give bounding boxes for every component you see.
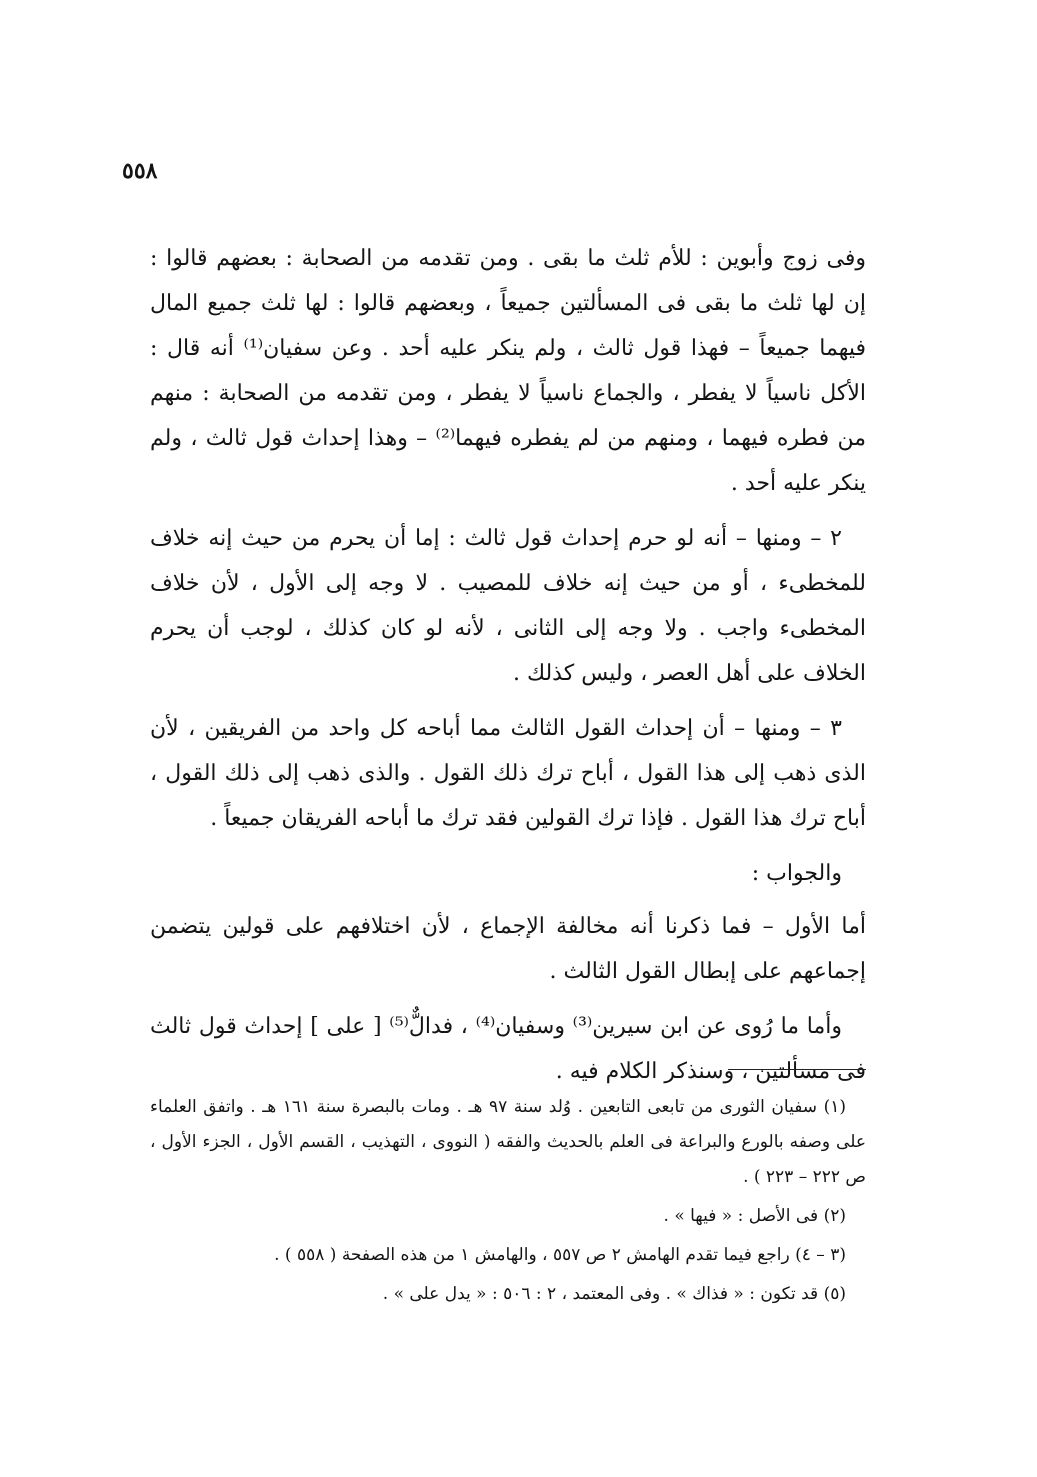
paragraph-4: أما الأول – فما ذكرنا أنه مخالفة الإجماع ، لأن اختلافهم على قولين يتضمن إجماعهم على إبطال القول الثالث .	[150, 914, 866, 984]
paragraph-2: ٢ – ومنها – أنه لو حرم إحداث قول ثالث : إما أن يحرم من حيث إنه خلاف للمخطىء ، أو من حيث إنه خلاف للمصيب . لا وجه إلى الأول ، لأن خلاف المخطىء واجب . ولا وجه إلى الثانى ، لأنه لو كان كذلك ، لوجب أن يحرم الخلاف على أهل العصر ، وليس كذلك .	[150, 526, 866, 686]
paragraph-1: وفى زوج وأبوين : للأم ثلث ما بقى . ومن تقدمه من الصحابة : بعضهم قالوا : إن لها ثلث ما بقى فى المسألتين جميعاً ، وبعضهم قالوا : لها ثلث جميع المال فيهما جميعاً – فهذا قول ثالث ، ولم ينكر عليه أحد . وعن سفيان⁽¹⁾ أنه قال : الأكل ناسياً لا يفطر ، والجماع ناسياً لا يفطر ، ومن تقدمه من الصحابة : منهم من فطره فيهما ، ومنهم من لم يفطره فيهما⁽²⁾ – وهذا إحداث قول ثالث ، ولم ينكر عليه أحد .	[150, 246, 866, 496]
footnote-1: (١) سفيان الثورى من تابعى التابعين . وُلد سنة ٩٧ هـ . ومات بالبصرة سنة ١٦١ هـ . واتفق العلماء على وصفه بالورع والبراعة فى العلم بالحديث والفقه ( النووى ، التهذيب ، القسم الأول ، الجزء الأول ، ص ٢٢٢ – ٢٢٣ ) .	[150, 1097, 866, 1187]
footnote-3-4: (٣ – ٤) راجع فيما تقدم الهامش ٢ ص ٥٥٧ ، والهامش ١ من هذه الصفحة ( ٥٥٨ ) .	[274, 1245, 846, 1265]
paragraph-5: وأما ما رُوى عن ابن سيرين⁽³⁾ وسفيان⁽⁴⁾ ، فدالٌّ⁽⁵⁾ [ على ] إحداث قول ثالث فى مسألتين ، وسنذكر الكلام فيه .	[150, 1014, 866, 1084]
footnote-5: (٥) قد تكون : « فذاك » . وفى المعتمد ، ٢ : ٥٠٦ : « يدل على » .	[382, 1284, 846, 1304]
answer-heading: والجواب :	[751, 861, 842, 886]
footnotes	[150, 1090, 866, 1316]
main-text	[150, 236, 866, 1104]
footnote-separator	[728, 1069, 866, 1070]
page-number: ٥٥٨	[122, 158, 158, 184]
footnote-2: (٢) فى الأصل : « فيها » .	[663, 1206, 846, 1226]
paragraph-3: ٣ – ومنها – أن إحداث القول الثالث مما أباحه كل واحد من الفريقين ، لأن الذى ذهب إلى هذا القول ، أباح ترك ذلك القول . والذى ذهب إلى ذلك القول ، أباح ترك هذا القول . فإذا ترك القولين فقد ترك ما أباحه الفريقان جميعاً .	[150, 716, 866, 831]
